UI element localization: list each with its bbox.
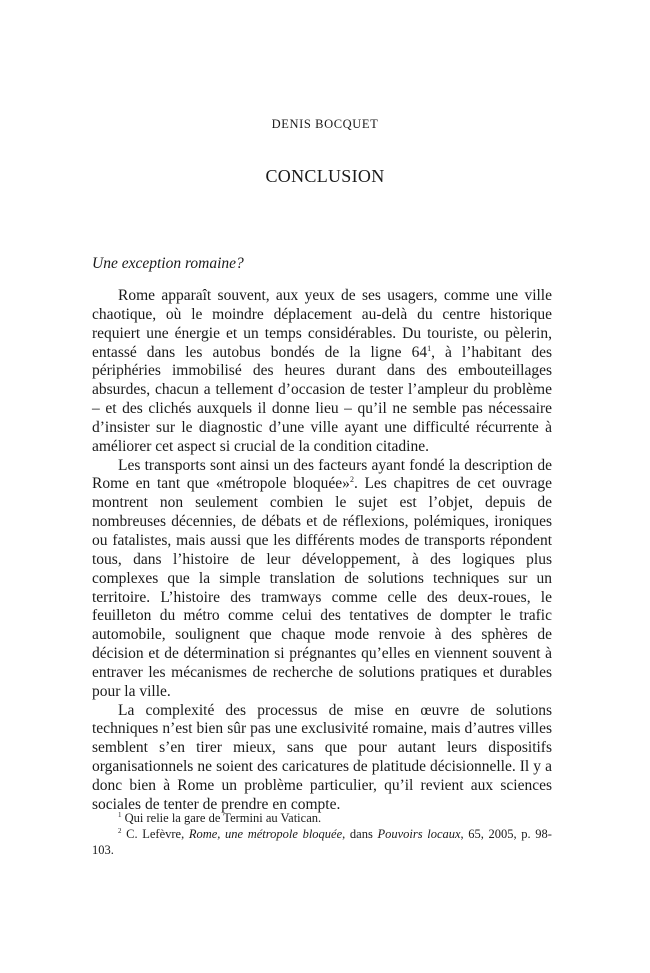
chapter-title: CONCLUSION bbox=[265, 166, 385, 186]
footnote-number-2: 2 bbox=[118, 826, 122, 835]
footnote-number-1: 1 bbox=[118, 810, 122, 819]
paragraph-2-part-b: . Les chapitres de cet ouvrage montrent non seulement combien le sujet est l’objet, depuis de nombreuses décennies, de débats et de réflexions, polémiques, ironiques ou fatalistes, mais aussi que les différents modes de transports répondent tous, dans l’histoire de leur développement, à des logiques plus complexes que la simple translation de solutions techniques sur un territoire. L’histoire des tramways comme celle des deux-roues, le feuilleton du métro comme celui des tentatives de dompter le trafic automobile, soulignent que chaque mode renvoie à des sphères de décision et de détermination si prégnantes qu’elles en viennent souvent à entraver les mécanismes de recherche de solutions pratiques et durables pour la ville. bbox=[92, 475, 552, 700]
body-text bbox=[92, 287, 552, 815]
footnote-1 bbox=[92, 810, 552, 826]
footnote-2-journal: Pouvoirs locaux bbox=[377, 827, 461, 841]
footnote-2-connector: , dans bbox=[342, 827, 378, 841]
footnote-1-text: Qui relie la gare de Termini au Vatican. bbox=[124, 811, 322, 825]
paragraph-3: La complexité des processus de mise en œuvre de solutions techniques n’est bien sûr pas une exclusivité romaine, mais d’autres villes semblent s’en tirer mieux, sans que pour autant leurs dispositifs organisationnels ne soient des caricatures de platitude décisionnelle. Il y a donc bien à Rome un problème particulier, qu’il revient aux sciences sociales de tenter de prendre en compte. bbox=[92, 701, 552, 813]
running-header-author: DENIS BOCQUET bbox=[271, 117, 379, 131]
footnote-2-work-title: Rome, une métropole bloquée bbox=[188, 827, 343, 841]
footnote-2-author: C. Lefèvre, bbox=[126, 827, 189, 841]
paragraph-1 bbox=[92, 287, 552, 457]
footnote-2-details: , 65, 2005, p. 98-103. bbox=[92, 827, 552, 857]
paragraph-2-part-a: Les transports sont ainsi un des facteurs ayant fondé la description de Rome en tant que «métropole bloquée» bbox=[92, 456, 552, 493]
footnotes bbox=[92, 810, 552, 858]
section-heading: Une exception romaine? bbox=[92, 255, 244, 272]
footnote-2 bbox=[92, 826, 552, 858]
paragraph-2 bbox=[92, 457, 552, 702]
paragraph-1-part-b: , à l’habitant des périphéries immobilisé des heures durant dans des embouteillages absurdes, chacun a tellement d’occasion de tester l’ampleur du problème – et des clichés auxquels il donne lieu – qu’il ne semble pas nécessaire d’insister sur le diagnostic d’une ville ayant une difficulté récurrente à améliorer cet aspect si crucial de la condition citadine. bbox=[92, 343, 552, 455]
footnote-ref-2[interactable]: 2 bbox=[349, 475, 354, 485]
footnote-ref-1[interactable]: 1 bbox=[427, 343, 432, 353]
paragraph-1-part-a: Rome apparaît souvent, aux yeux de ses usagers, comme une ville chaotique, où le moindre déplacement au-delà du centre historique requiert une énergie et un temps considérables. Du touriste, ou pèlerin, entassé dans les autobus bondés de la ligne 64 bbox=[92, 287, 552, 361]
